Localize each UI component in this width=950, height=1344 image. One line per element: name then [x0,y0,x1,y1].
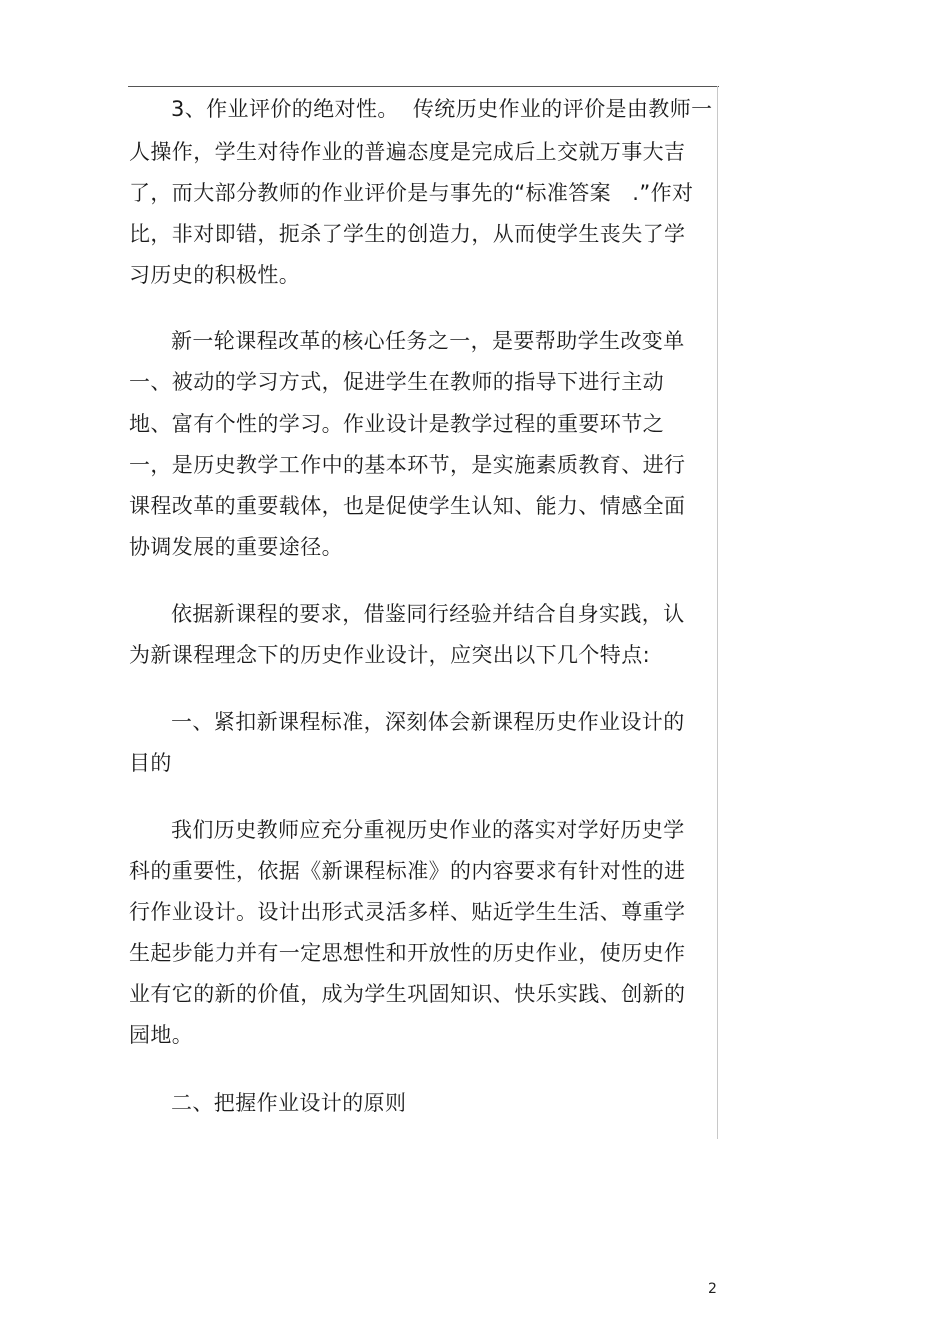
text-line: 3、作业评价的绝对性。 传统历史作业的评价是由教师一 [171,97,713,121]
text-line: 新一轮课程改革的核心任务之一，是要帮助学生改变单 [171,329,685,353]
text-line: 人操作，学生对待作业的普遍态度是完成后上交就万事大吉 [129,140,686,164]
text-line: 为新课程理念下的历史作业设计，应突出以下几个特点: [129,643,651,667]
text-line: 业有它的新的价值，成为学生巩固知识、快乐实践、创新的 [129,982,686,1006]
text-line: 课程改革的重要载体，也是促使学生认知、能力、情感全面 [129,494,686,518]
text-line: 了，而大部分教师的作业评价是与事先的“标准答案 .”作对 [129,181,694,205]
section-heading: 二、把握作业设计的原则 [171,1091,407,1115]
text-line: 一、被动的学习方式，促进学生在教师的指导下进行主动 [129,370,664,394]
text-line: 我们历史教师应充分重视历史作业的落实对学好历史学 [171,818,685,842]
text-line: 科的重要性，依据《新课程标准》的内容要求有针对性的进 [129,859,686,883]
text-line: 一，是历史教学工作中的基本环节，是实施素质教育、进行 [129,453,686,477]
text-line: 行作业设计。设计出形式灵活多样、贴近学生生活、尊重学 [129,900,686,924]
section-heading: 目的 [129,751,172,775]
top-rule [128,86,719,87]
text-line: 依据新课程的要求，借鉴同行经验并结合自身实践，认 [171,602,685,626]
page-number: 2 [708,1281,717,1297]
text-line: 生起步能力并有一定思想性和开放性的历史作业，使历史作 [129,941,686,965]
section-heading: 一、紧扣新课程标准，深刻体会新课程历史作业设计的 [171,710,685,734]
text-line: 协调发展的重要途径。 [129,535,343,559]
text-line: 园地。 [129,1023,194,1047]
text-line: 比，非对即错，扼杀了学生的创造力，从而使学生丧失了学 [129,222,686,246]
text-line: 地、富有个性的学习。作业设计是教学过程的重要环节之 [129,412,664,436]
text-line: 习历史的积极性。 [129,263,301,287]
right-rule [717,86,718,1139]
